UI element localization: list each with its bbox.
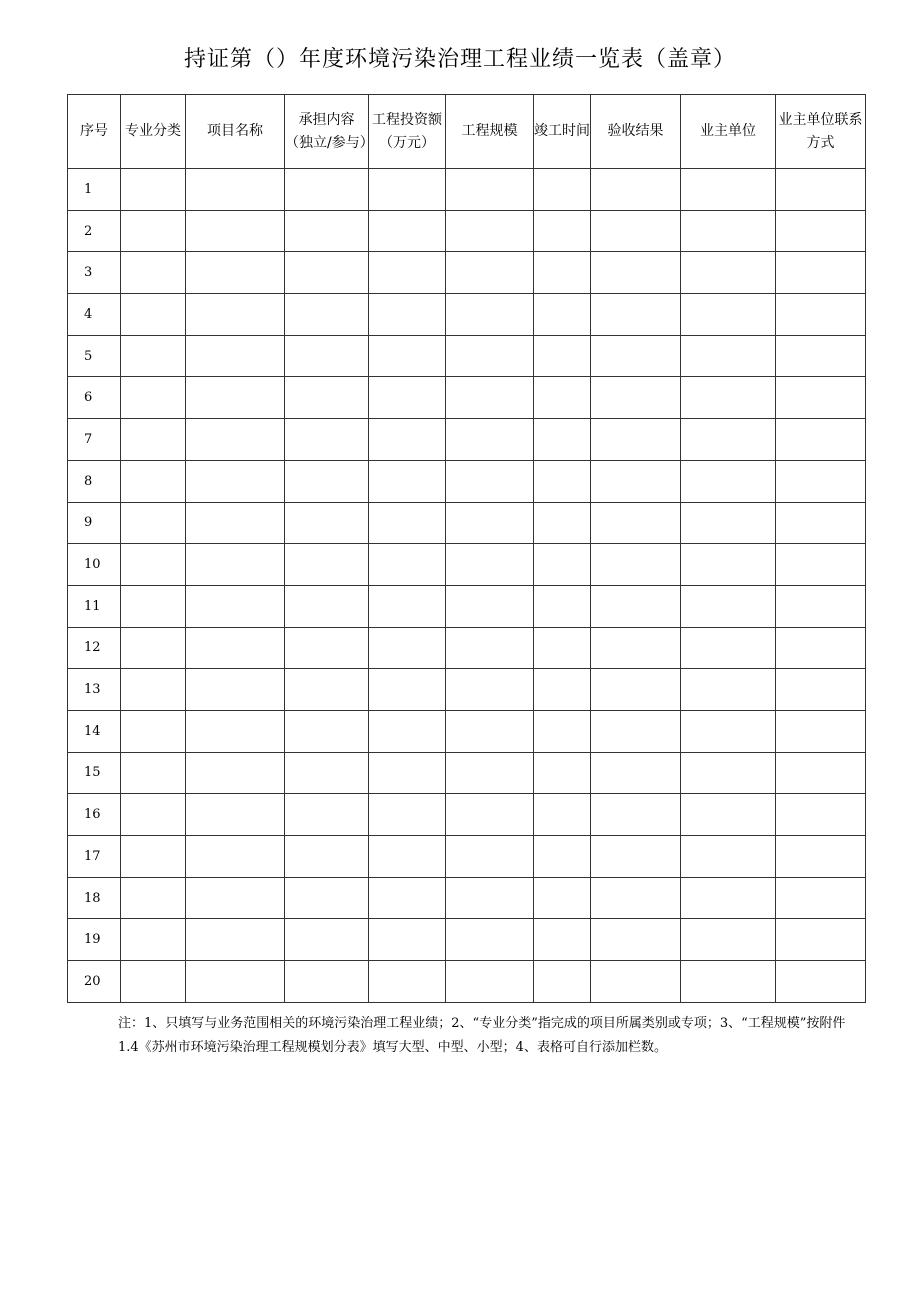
table-cell (591, 419, 681, 461)
table-cell (186, 169, 285, 211)
table-cell (776, 252, 866, 294)
table-cell (681, 502, 776, 544)
table-cell (285, 502, 369, 544)
table-cell (591, 502, 681, 544)
table-cell (186, 710, 285, 752)
table-cell (186, 836, 285, 878)
table-cell (186, 502, 285, 544)
table-cell (534, 460, 591, 502)
table-cell (121, 460, 186, 502)
table-cell (776, 502, 866, 544)
table-cell (446, 460, 534, 502)
table-cell (285, 585, 369, 627)
table-cell (681, 252, 776, 294)
table-cell (186, 294, 285, 336)
table-cell (369, 502, 446, 544)
table-cell (681, 419, 776, 461)
table-cell (534, 169, 591, 211)
table-cell (534, 669, 591, 711)
table-cell (285, 460, 369, 502)
performance-table (67, 94, 866, 1003)
table-cell (186, 460, 285, 502)
table-cell (534, 502, 591, 544)
table-cell (534, 252, 591, 294)
table-cell (681, 627, 776, 669)
table-row (68, 294, 866, 336)
table-cell (446, 377, 534, 419)
row-serial-number: 7 (68, 419, 121, 461)
table-cell (121, 252, 186, 294)
table-cell (369, 794, 446, 836)
table-cell (681, 794, 776, 836)
table-cell (369, 836, 446, 878)
table-cell (534, 544, 591, 586)
table-cell (534, 377, 591, 419)
page-title: 持证第（）年度环境污染治理工程业绩一览表（盖章） (183, 47, 736, 72)
table-cell (776, 710, 866, 752)
table-cell (446, 169, 534, 211)
col-header-scale: 工程规模 (446, 95, 534, 169)
table-cell (776, 919, 866, 961)
table-cell (285, 877, 369, 919)
col-header-category: 专业分类 (121, 95, 186, 169)
col-header-owner-contact: 业主单位联系方式 (776, 95, 866, 169)
table-cell (121, 961, 186, 1003)
header-row (68, 95, 866, 169)
table-cell (285, 627, 369, 669)
col-header-serial: 序号 (68, 95, 121, 169)
table-cell (681, 669, 776, 711)
table-row (68, 419, 866, 461)
table-cell (534, 627, 591, 669)
table-cell (681, 169, 776, 211)
table-cell (446, 252, 534, 294)
table-cell (591, 252, 681, 294)
row-serial-number: 5 (68, 335, 121, 377)
table-cell (121, 502, 186, 544)
table-cell (776, 210, 866, 252)
table-cell (285, 419, 369, 461)
table-cell (121, 169, 186, 211)
footnote: 注：1、只填写与业务范围相关的环境污染治理工程业绩；2、“专业分类”指完成的项目所属类别或专项；3、“工程规模”按附件1.4《苏州市环境污染治理工程规模划分表》填写大型、中型、小型；4、表格可自行添加栏数。 (118, 1016, 846, 1055)
table-cell (591, 752, 681, 794)
row-serial-number: 2 (68, 210, 121, 252)
table-cell (591, 210, 681, 252)
table-cell (121, 335, 186, 377)
table-cell (776, 460, 866, 502)
col-header-project-name: 项目名称 (186, 95, 285, 169)
table-cell (776, 335, 866, 377)
table-cell (681, 544, 776, 586)
table-cell (446, 961, 534, 1003)
table-row (68, 377, 866, 419)
table-cell (776, 794, 866, 836)
table-cell (186, 752, 285, 794)
table-cell (681, 877, 776, 919)
table-cell (446, 502, 534, 544)
table-body (68, 169, 866, 1003)
table-cell (369, 627, 446, 669)
table-cell (591, 877, 681, 919)
table-cell (285, 294, 369, 336)
table-cell (186, 877, 285, 919)
table-cell (681, 961, 776, 1003)
table-cell (776, 294, 866, 336)
table-cell (534, 794, 591, 836)
table-cell (534, 335, 591, 377)
table-cell (591, 294, 681, 336)
table-cell (285, 752, 369, 794)
table-cell (681, 752, 776, 794)
table-cell (681, 836, 776, 878)
table-cell (369, 752, 446, 794)
table-cell (776, 585, 866, 627)
row-serial-number: 17 (68, 836, 121, 878)
table-row (68, 669, 866, 711)
table-cell (369, 294, 446, 336)
row-serial-number: 20 (68, 961, 121, 1003)
table-cell (591, 544, 681, 586)
col-header-investment: 工程投资额（万元） (369, 95, 446, 169)
table-cell (776, 169, 866, 211)
table-cell (534, 585, 591, 627)
table-cell (446, 836, 534, 878)
table-cell (369, 460, 446, 502)
table-cell (121, 710, 186, 752)
table-cell (776, 877, 866, 919)
table-cell (121, 627, 186, 669)
table-cell (591, 169, 681, 211)
table-cell (681, 710, 776, 752)
table-cell (591, 836, 681, 878)
table-cell (681, 585, 776, 627)
table-cell (121, 294, 186, 336)
row-serial-number: 8 (68, 460, 121, 502)
table-cell (776, 961, 866, 1003)
row-serial-number: 10 (68, 544, 121, 586)
col-header-owner: 业主单位 (681, 95, 776, 169)
table-cell (369, 252, 446, 294)
table-cell (121, 877, 186, 919)
table-cell (681, 294, 776, 336)
col-header-acceptance-result: 验收结果 (591, 95, 681, 169)
table-cell (121, 210, 186, 252)
table-cell (446, 710, 534, 752)
table-cell (369, 169, 446, 211)
table-cell (591, 961, 681, 1003)
table-row (68, 252, 866, 294)
table-cell (534, 294, 591, 336)
table-cell (446, 210, 534, 252)
table-cell (186, 961, 285, 1003)
table-row (68, 752, 866, 794)
table-cell (121, 377, 186, 419)
table-cell (369, 669, 446, 711)
row-serial-number: 19 (68, 919, 121, 961)
table-cell (446, 794, 534, 836)
table-cell (369, 544, 446, 586)
table-cell (186, 794, 285, 836)
table-row (68, 502, 866, 544)
table-cell (446, 544, 534, 586)
table-cell (446, 585, 534, 627)
table-row (68, 169, 866, 211)
table-cell (186, 544, 285, 586)
table-cell (446, 877, 534, 919)
table-cell (121, 919, 186, 961)
table-cell (776, 377, 866, 419)
table-cell (186, 627, 285, 669)
col-header-undertaking: 承担内容（独立/参与） (285, 95, 369, 169)
table-cell (369, 961, 446, 1003)
table-cell (681, 335, 776, 377)
table-cell (186, 252, 285, 294)
table-row (68, 919, 866, 961)
table-cell (285, 252, 369, 294)
table-cell (369, 210, 446, 252)
table-cell (285, 169, 369, 211)
table-cell (681, 210, 776, 252)
table-cell (285, 961, 369, 1003)
table-cell (369, 919, 446, 961)
table-cell (681, 919, 776, 961)
table-row (68, 335, 866, 377)
row-serial-number: 9 (68, 502, 121, 544)
table-cell (285, 919, 369, 961)
table-cell (534, 961, 591, 1003)
table-cell (776, 836, 866, 878)
table-cell (681, 377, 776, 419)
table-cell (186, 919, 285, 961)
table-cell (534, 919, 591, 961)
table-cell (121, 585, 186, 627)
table-cell (446, 294, 534, 336)
table-cell (121, 669, 186, 711)
table-cell (121, 752, 186, 794)
table-cell (446, 627, 534, 669)
table-cell (186, 669, 285, 711)
table-cell (446, 335, 534, 377)
table-cell (369, 335, 446, 377)
table-row (68, 544, 866, 586)
row-serial-number: 3 (68, 252, 121, 294)
table-cell (285, 335, 369, 377)
table-cell (285, 377, 369, 419)
table-cell (285, 836, 369, 878)
table-cell (591, 669, 681, 711)
table-cell (776, 419, 866, 461)
table-cell (534, 710, 591, 752)
table-cell (446, 419, 534, 461)
table-cell (591, 710, 681, 752)
table-cell (186, 585, 285, 627)
table-cell (591, 377, 681, 419)
table-cell (681, 460, 776, 502)
table-cell (121, 419, 186, 461)
table-row (68, 877, 866, 919)
table-cell (369, 419, 446, 461)
table-cell (285, 210, 369, 252)
table-row (68, 710, 866, 752)
table-cell (285, 669, 369, 711)
table-cell (121, 794, 186, 836)
table-cell (369, 710, 446, 752)
row-serial-number: 11 (68, 585, 121, 627)
table-cell (446, 669, 534, 711)
table-cell (591, 460, 681, 502)
table-cell (186, 419, 285, 461)
table-cell (121, 836, 186, 878)
table-row (68, 836, 866, 878)
table-cell (591, 585, 681, 627)
row-serial-number: 1 (68, 169, 121, 211)
table-cell (285, 710, 369, 752)
table-row (68, 961, 866, 1003)
table-cell (285, 544, 369, 586)
row-serial-number: 15 (68, 752, 121, 794)
table-cell (534, 877, 591, 919)
row-serial-number: 4 (68, 294, 121, 336)
row-serial-number: 18 (68, 877, 121, 919)
col-header-completion-time: 竣工时间 (534, 95, 591, 169)
table-cell (776, 752, 866, 794)
table-cell (534, 752, 591, 794)
table-cell (121, 544, 186, 586)
table-cell (186, 210, 285, 252)
table-cell (591, 919, 681, 961)
table-row (68, 627, 866, 669)
row-serial-number: 6 (68, 377, 121, 419)
table-cell (369, 585, 446, 627)
table-cell (446, 752, 534, 794)
table-cell (446, 919, 534, 961)
table-cell (591, 335, 681, 377)
row-serial-number: 14 (68, 710, 121, 752)
table-row (68, 585, 866, 627)
table-row (68, 210, 866, 252)
table-cell (186, 377, 285, 419)
table-cell (591, 627, 681, 669)
table-cell (369, 377, 446, 419)
table-cell (776, 669, 866, 711)
table-cell (534, 419, 591, 461)
table-cell (591, 794, 681, 836)
table-cell (776, 627, 866, 669)
row-serial-number: 16 (68, 794, 121, 836)
table-cell (186, 335, 285, 377)
table-cell (776, 544, 866, 586)
table-cell (285, 794, 369, 836)
row-serial-number: 13 (68, 669, 121, 711)
table-cell (534, 210, 591, 252)
table-cell (534, 836, 591, 878)
table-cell (369, 877, 446, 919)
table-row (68, 460, 866, 502)
row-serial-number: 12 (68, 627, 121, 669)
table-row (68, 794, 866, 836)
